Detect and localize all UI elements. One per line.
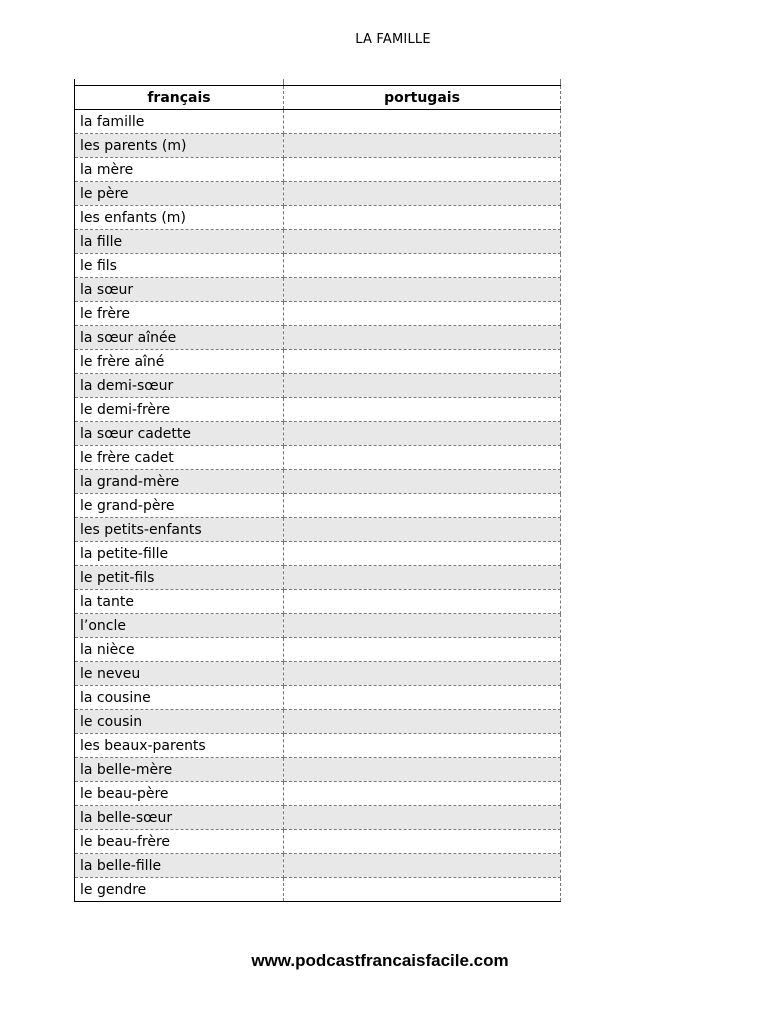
cell-francais: le frère cadet [75,446,284,470]
cell-francais: les petits-enfants [75,518,284,542]
cell-francais: la nièce [75,638,284,662]
cell-francais: la grand-mère [75,470,284,494]
cell-francais: le beau-père [75,782,284,806]
table-row [75,182,561,206]
cell-francais: la cousine [75,686,284,710]
cell-portugais[interactable] [284,710,561,734]
table-row [75,806,561,830]
cell-portugais[interactable] [284,230,561,254]
cell-francais: la sœur aînée [75,326,284,350]
cell-portugais[interactable] [284,734,561,758]
table-header-row [75,86,561,110]
cell-portugais[interactable] [284,782,561,806]
cell-francais: la sœur [75,278,284,302]
cell-portugais[interactable] [284,182,561,206]
cell-francais: le neveu [75,662,284,686]
cell-portugais[interactable] [284,302,561,326]
table-row [75,350,561,374]
table-row [75,686,561,710]
table-row [75,446,561,470]
cell-francais: le fils [75,254,284,278]
cell-portugais[interactable] [284,422,561,446]
table-row [75,206,561,230]
cell-portugais[interactable] [284,590,561,614]
cell-francais: les enfants (m) [75,206,284,230]
cell-portugais[interactable] [284,134,561,158]
cell-francais: le demi-frère [75,398,284,422]
table-row [75,326,561,350]
table-row [75,278,561,302]
cell-francais: la demi-sœur [75,374,284,398]
cell-portugais[interactable] [284,398,561,422]
cell-portugais[interactable] [284,758,561,782]
table-row [75,470,561,494]
cell-portugais[interactable] [284,854,561,878]
cell-portugais[interactable] [284,446,561,470]
cell-portugais[interactable] [284,638,561,662]
cell-francais: les beaux-parents [75,734,284,758]
cell-portugais[interactable] [284,158,561,182]
cell-portugais[interactable] [284,542,561,566]
table-row [75,710,561,734]
table-row [75,254,561,278]
cell-francais: le gendre [75,878,284,902]
cell-francais: la belle-fille [75,854,284,878]
cell-francais: le frère aîné [75,350,284,374]
table-row [75,422,561,446]
table-row [75,614,561,638]
cell-francais: la belle-mère [75,758,284,782]
cell-francais: la belle-sœur [75,806,284,830]
table-row [75,854,561,878]
cell-francais: la tante [75,590,284,614]
table-row [75,302,561,326]
cell-francais: les parents (m) [75,134,284,158]
cell-portugais[interactable] [284,566,561,590]
cell-francais: le cousin [75,710,284,734]
cell-portugais[interactable] [284,662,561,686]
table-row [75,542,561,566]
cell-francais: le père [75,182,284,206]
table-row [75,638,561,662]
cell-portugais[interactable] [284,374,561,398]
column-header-francais: français [75,86,284,110]
cell-portugais[interactable] [284,614,561,638]
cell-francais: la sœur cadette [75,422,284,446]
footer-website: www.podcastfrancaisfacile.com [251,951,509,970]
table-row [75,158,561,182]
table-row [75,110,561,134]
cell-portugais[interactable] [284,494,561,518]
cell-francais: la famille [75,110,284,134]
cell-portugais[interactable] [284,686,561,710]
table-row [75,518,561,542]
table-row [75,758,561,782]
cell-francais: la mère [75,158,284,182]
cell-portugais[interactable] [284,878,561,902]
cell-portugais[interactable] [284,830,561,854]
cell-francais: le grand-père [75,494,284,518]
cell-francais: la fille [75,230,284,254]
page-title: LA FAMILLE [355,32,431,47]
table-row [75,134,561,158]
cell-portugais[interactable] [284,326,561,350]
cell-francais: le beau-frère [75,830,284,854]
cell-portugais[interactable] [284,254,561,278]
table-row [75,662,561,686]
table-row [75,374,561,398]
table-row [75,230,561,254]
table-row [75,830,561,854]
table-row [75,398,561,422]
table-row [75,878,561,902]
column-header-portugais: portugais [284,86,561,110]
cell-portugais[interactable] [284,806,561,830]
cell-francais: le petit-fils [75,566,284,590]
table-row [75,566,561,590]
table-row [75,494,561,518]
cell-portugais[interactable] [284,518,561,542]
table-row [75,782,561,806]
cell-portugais[interactable] [284,110,561,134]
cell-francais: le frère [75,302,284,326]
cell-francais: l’oncle [75,614,284,638]
cell-portugais[interactable] [284,206,561,230]
cell-portugais[interactable] [284,470,561,494]
cell-portugais[interactable] [284,278,561,302]
table-row [75,734,561,758]
cell-francais: la petite-fille [75,542,284,566]
vocabulary-table [74,85,561,902]
cell-portugais[interactable] [284,350,561,374]
table-body [75,110,561,902]
table-row [75,590,561,614]
